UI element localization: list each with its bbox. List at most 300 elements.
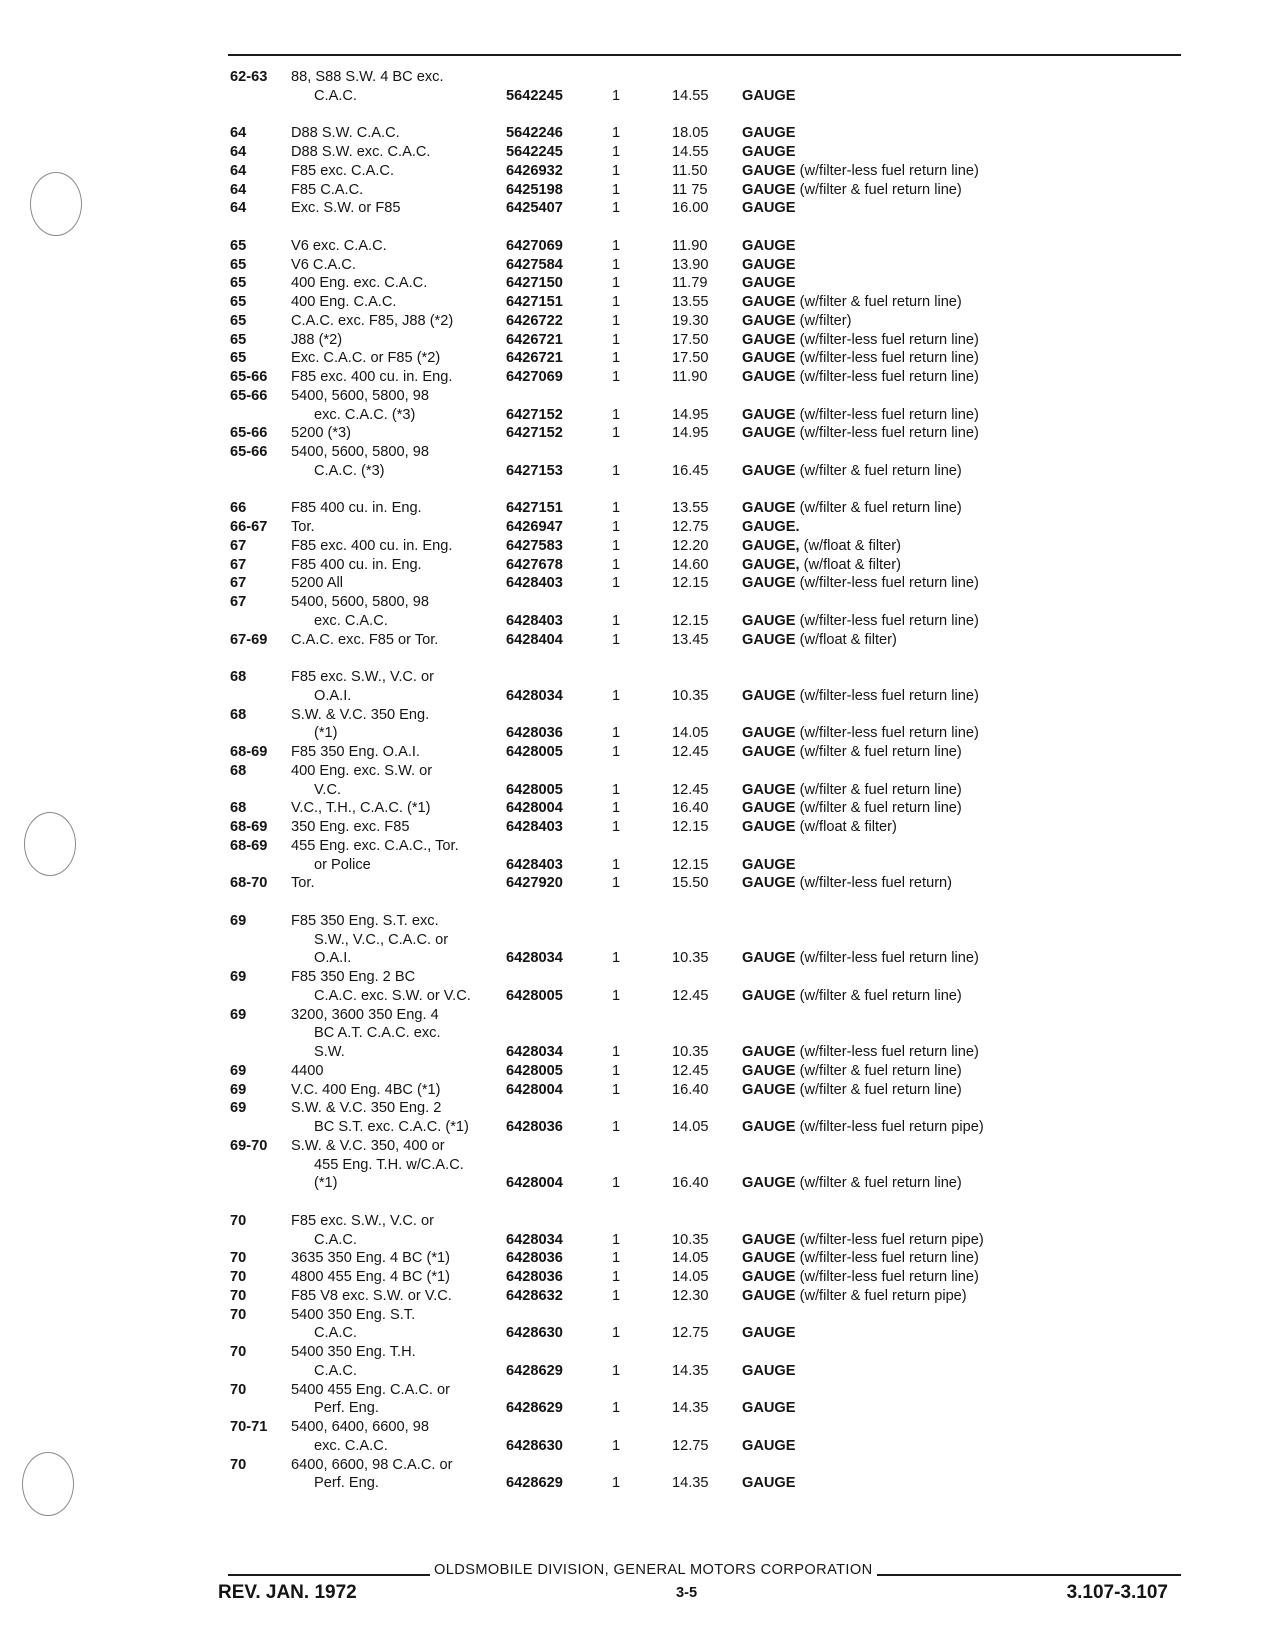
quantity: 1 — [612, 294, 621, 310]
model-year: 66-67 — [230, 519, 268, 535]
quantity: 1 — [612, 1475, 621, 1492]
quantity: 1 — [612, 87, 621, 104]
part-number: 6428005 — [506, 1062, 563, 1079]
item-name: GAUGE — [742, 800, 796, 817]
list-price: 12.45 — [672, 744, 709, 760]
part-number: 6428034 — [506, 950, 563, 967]
part-number: 6427069 — [506, 369, 563, 385]
list-price: 14.55 — [672, 144, 709, 160]
item-note: (w/filter & fuel return line) — [799, 1062, 962, 1079]
part-number: 5642246 — [506, 125, 563, 142]
list-price: 17.50 — [672, 331, 709, 348]
item-name: GAUGE — [742, 725, 796, 742]
quantity: 1 — [612, 181, 621, 198]
item-name-cell — [742, 143, 1180, 162]
item-note: (w/filter & fuel return line) — [799, 500, 962, 517]
table-row — [0, 537, 1272, 556]
table-row — [0, 87, 1272, 106]
application-description: 350 Eng. exc. F85 — [291, 819, 410, 835]
item-name-cell — [742, 1174, 1180, 1193]
model-year: 69 — [230, 1081, 247, 1098]
quantity: 1 — [612, 1437, 621, 1454]
list-price: 12.75 — [672, 1325, 709, 1342]
application-description: C.A.C. exc. S.W. or V.C. — [314, 987, 471, 1004]
application-description: F85 V8 exc. S.W. or V.C. — [291, 1287, 452, 1304]
item-note: (w/filter & fuel return line) — [799, 1175, 962, 1192]
quantity: 1 — [612, 612, 621, 629]
list-price: 12.75 — [672, 1437, 709, 1454]
table-row — [0, 518, 1272, 537]
application-description: S.W. — [314, 1044, 345, 1060]
item-note: (w/filter-less fuel return line) — [799, 687, 979, 704]
model-year: 64 — [230, 200, 247, 217]
table-row — [0, 668, 1272, 687]
part-number: 6428403 — [506, 819, 563, 835]
model-year: 70 — [230, 1250, 247, 1267]
model-year: 69 — [230, 1100, 247, 1117]
quantity: 1 — [612, 1119, 621, 1135]
model-year: 69 — [230, 1006, 247, 1023]
item-note: (w/filter-less fuel return line) — [799, 350, 979, 367]
row-gap — [0, 649, 1272, 668]
application-description: F85 C.A.C. — [291, 181, 364, 198]
application-description: V.C., T.H., C.A.C. (*1) — [291, 800, 431, 817]
item-name: GAUGE — [742, 331, 796, 348]
list-price: 14.60 — [672, 556, 709, 573]
table-row — [0, 1006, 1272, 1025]
table-row — [0, 1418, 1272, 1437]
quantity: 1 — [612, 1062, 621, 1079]
item-name: GAUGE — [742, 500, 796, 517]
application-description: 400 Eng. C.A.C. — [291, 294, 397, 310]
application-description: 5400, 5600, 5800, 98 — [291, 387, 429, 404]
item-name-cell — [742, 949, 1180, 968]
quantity: 1 — [612, 462, 621, 479]
table-row — [0, 237, 1272, 256]
item-name-cell — [742, 1118, 1180, 1137]
item-name-cell — [742, 1287, 1180, 1306]
model-year: 70 — [230, 1306, 247, 1323]
application-description: S.W. & V.C. 350, 400 or — [291, 1137, 445, 1154]
item-name-cell — [742, 874, 1180, 893]
table-row — [0, 556, 1272, 575]
application-description: F85 exc. S.W., V.C. or — [291, 1212, 435, 1229]
item-note: (w/filter & fuel return line) — [799, 462, 962, 479]
item-name-cell — [742, 818, 1180, 837]
list-price: 14.95 — [672, 406, 709, 423]
item-name-cell — [742, 1324, 1180, 1343]
part-number: 6427153 — [506, 462, 563, 479]
list-price: 12.45 — [672, 987, 709, 1004]
list-price: 16.40 — [672, 800, 709, 817]
part-number: 6428036 — [506, 725, 563, 742]
table-row — [0, 1324, 1272, 1343]
part-number: 6428629 — [506, 1400, 563, 1417]
item-name: GAUGE — [742, 1119, 796, 1135]
item-name: GAUGE — [742, 1062, 796, 1079]
application-description: F85 350 Eng. O.A.I. — [291, 744, 420, 760]
quantity: 1 — [612, 1362, 621, 1379]
list-price: 19.30 — [672, 312, 709, 329]
table-row — [0, 631, 1272, 650]
table-row — [0, 1287, 1272, 1306]
application-description: C.A.C. — [314, 1362, 357, 1379]
item-note: (w/filter-less fuel return line) — [799, 406, 979, 423]
part-number: 6428034 — [506, 1231, 563, 1248]
application-description: 455 Eng. exc. C.A.C., Tor. — [291, 837, 459, 854]
table-row — [0, 1399, 1272, 1418]
application-description: Perf. Eng. — [314, 1400, 379, 1417]
row-gap — [0, 893, 1272, 912]
table-row — [0, 143, 1272, 162]
part-number: 6428004 — [506, 1081, 563, 1098]
model-year: 66 — [230, 500, 247, 517]
item-note: (w/filter) — [799, 312, 852, 329]
model-year: 68-69 — [230, 837, 268, 854]
part-number: 6428034 — [506, 1044, 563, 1060]
application-description: C.A.C. — [314, 1231, 357, 1248]
item-name-cell — [742, 312, 1180, 331]
part-number: 6428005 — [506, 744, 563, 760]
item-name: GAUGE — [742, 575, 796, 592]
item-name: GAUGE — [742, 875, 796, 892]
item-note: (w/filter-less fuel return pipe) — [799, 1119, 984, 1135]
parts-table — [0, 68, 1272, 1493]
application-description: D88 S.W. C.A.C. — [291, 125, 400, 142]
quantity: 1 — [612, 800, 621, 817]
application-description: 3635 350 Eng. 4 BC (*1) — [291, 1250, 451, 1267]
item-name: GAUGE — [742, 425, 796, 442]
item-name: GAUGE — [742, 1269, 796, 1285]
item-name: GAUGE — [742, 275, 796, 292]
top-rule — [228, 54, 1181, 56]
application-description: V6 C.A.C. — [291, 256, 356, 273]
quantity: 1 — [612, 856, 621, 873]
list-price: 14.35 — [672, 1400, 709, 1417]
quantity: 1 — [612, 1400, 621, 1417]
application-description: exc. C.A.C. — [314, 612, 388, 629]
application-description: 5400, 5600, 5800, 98 — [291, 444, 429, 460]
row-gap — [0, 106, 1272, 125]
part-number: 6426721 — [506, 350, 563, 367]
model-year: 65 — [230, 237, 247, 254]
model-year: 70-71 — [230, 1419, 268, 1435]
model-year: 70 — [230, 1269, 247, 1285]
application-description: F85 350 Eng. 2 BC — [291, 969, 416, 985]
item-note: (w/filter-less fuel return line) — [799, 725, 979, 742]
table-row — [0, 1174, 1272, 1193]
list-price: 12.75 — [672, 519, 709, 535]
application-description: Tor. — [291, 875, 315, 892]
application-description: (*1) — [314, 725, 338, 742]
item-name-cell — [742, 1043, 1180, 1062]
table-row — [0, 762, 1272, 781]
quantity: 1 — [612, 1269, 621, 1285]
quantity: 1 — [612, 1175, 621, 1192]
part-number: 6428004 — [506, 800, 563, 817]
item-note: (w/filter-less fuel return line) — [799, 331, 979, 348]
part-number: 6428036 — [506, 1119, 563, 1135]
item-name-cell — [742, 256, 1180, 275]
list-price: 14.05 — [672, 1250, 709, 1267]
model-year: 67-69 — [230, 631, 268, 648]
row-gap — [0, 218, 1272, 237]
list-price: 16.00 — [672, 200, 709, 217]
item-name: GAUGE — [742, 125, 796, 142]
model-year: 70 — [230, 1344, 247, 1360]
application-description: S.W. & V.C. 350 Eng. — [291, 706, 430, 723]
model-year: 65 — [230, 294, 247, 310]
table-row — [0, 331, 1272, 350]
application-description: BC S.T. exc. C.A.C. (*1) — [314, 1119, 469, 1135]
item-name: GAUGE — [742, 406, 796, 423]
item-name-cell — [742, 1474, 1180, 1493]
part-number: 6428630 — [506, 1437, 563, 1454]
item-name-cell — [742, 293, 1180, 312]
item-name: GAUGE. — [742, 519, 800, 535]
quantity: 1 — [612, 987, 621, 1004]
quantity: 1 — [612, 144, 621, 160]
table-row — [0, 1343, 1272, 1362]
table-row — [0, 199, 1272, 218]
table-row — [0, 368, 1272, 387]
application-description: F85 exc. C.A.C. — [291, 162, 394, 179]
item-name-cell — [742, 368, 1180, 387]
model-year: 70 — [230, 1212, 247, 1229]
item-name: GAUGE — [742, 1287, 796, 1304]
part-number: 6427583 — [506, 537, 563, 554]
item-name-cell — [742, 1081, 1180, 1100]
part-number: 6427152 — [506, 425, 563, 442]
model-year: 67 — [230, 556, 247, 573]
table-row — [0, 799, 1272, 818]
item-name-cell — [742, 724, 1180, 743]
item-name-cell — [742, 124, 1180, 143]
item-note: (w/filter-less fuel return line) — [799, 950, 979, 967]
application-description: C.A.C. — [314, 1325, 357, 1342]
part-number: 6428403 — [506, 575, 563, 592]
part-number: 6427150 — [506, 275, 563, 292]
quantity: 1 — [612, 1231, 621, 1248]
row-gap — [0, 1193, 1272, 1212]
application-description: 5400 350 Eng. S.T. — [291, 1306, 416, 1323]
application-description: 5200 All — [291, 575, 343, 592]
part-number: 6427151 — [506, 500, 563, 517]
list-price: 11.79 — [672, 275, 708, 292]
application-description: F85 400 cu. in. Eng. — [291, 500, 422, 517]
table-row — [0, 912, 1272, 931]
model-year: 69 — [230, 969, 247, 985]
application-description: O.A.I. — [314, 950, 352, 967]
item-name: GAUGE — [742, 200, 796, 217]
list-price: 11.90 — [672, 237, 708, 254]
item-name: GAUGE — [742, 87, 796, 104]
item-name: GAUGE — [742, 144, 796, 160]
list-price: 12.15 — [672, 856, 709, 873]
table-row — [0, 443, 1272, 462]
part-number: 6426947 — [506, 519, 563, 535]
application-description: C.A.C. — [314, 87, 357, 104]
quantity: 1 — [612, 256, 621, 273]
application-description: BC A.T. C.A.C. exc. — [314, 1025, 441, 1042]
table-row — [0, 274, 1272, 293]
application-description: 88, S88 S.W. 4 BC exc. — [291, 69, 444, 85]
table-row — [0, 462, 1272, 481]
table-row — [0, 124, 1272, 143]
item-name-cell — [742, 274, 1180, 293]
item-note: (w/filter & fuel return line) — [799, 744, 962, 760]
item-name: GAUGE — [742, 819, 796, 835]
quantity: 1 — [612, 1081, 621, 1098]
item-name-cell — [742, 518, 1180, 537]
item-note: (w/filter & fuel return line) — [799, 987, 962, 1004]
table-row — [0, 387, 1272, 406]
application-description: exc. C.A.C. — [314, 1437, 388, 1454]
quantity: 1 — [612, 237, 621, 254]
part-number: 6427069 — [506, 237, 563, 254]
table-row — [0, 612, 1272, 631]
item-name-cell — [742, 1399, 1180, 1418]
item-name: GAUGE — [742, 856, 796, 873]
part-number: 6426721 — [506, 331, 563, 348]
quantity: 1 — [612, 556, 621, 573]
item-name: GAUGE — [742, 256, 796, 273]
application-description: 5400, 6400, 6600, 98 — [291, 1419, 429, 1435]
part-number: 6428629 — [506, 1362, 563, 1379]
item-name-cell — [742, 574, 1180, 593]
quantity: 1 — [612, 725, 621, 742]
quantity: 1 — [612, 1287, 621, 1304]
table-row — [0, 349, 1272, 368]
item-name: GAUGE — [742, 1325, 796, 1342]
part-number: 6427151 — [506, 294, 563, 310]
table-row — [0, 1212, 1272, 1231]
quantity: 1 — [612, 275, 621, 292]
item-name-cell — [742, 1231, 1180, 1250]
quantity: 1 — [612, 575, 621, 592]
application-description: D88 S.W. exc. C.A.C. — [291, 144, 431, 160]
item-name: GAUGE, — [742, 556, 800, 573]
table-row — [0, 68, 1272, 87]
item-note: (w/float & filter) — [799, 631, 897, 648]
application-description: J88 (*2) — [291, 331, 343, 348]
item-name: GAUGE — [742, 781, 796, 798]
item-note: (w/filter & fuel return line) — [799, 181, 962, 198]
item-note: (w/filter & fuel return line) — [799, 800, 962, 817]
item-name-cell — [742, 406, 1180, 425]
quantity: 1 — [612, 200, 621, 217]
item-note: (w/filter-less fuel return) — [799, 875, 953, 892]
list-price: 14.55 — [672, 87, 709, 104]
quantity: 1 — [612, 312, 621, 329]
model-year: 67 — [230, 594, 247, 610]
application-description: 5400 455 Eng. C.A.C. or — [291, 1381, 451, 1398]
part-number: 6428034 — [506, 687, 563, 704]
application-description: 400 Eng. exc. C.A.C. — [291, 275, 428, 292]
revision-date: REV. JAN. 1972 — [218, 1582, 357, 1603]
item-name: GAUGE — [742, 294, 796, 310]
item-name-cell — [742, 1268, 1180, 1287]
application-description: C.A.C. (*3) — [314, 462, 385, 479]
list-price: 12.30 — [672, 1287, 709, 1304]
table-row — [0, 1249, 1272, 1268]
item-name-cell — [742, 987, 1180, 1006]
table-row — [0, 1024, 1272, 1043]
model-year: 67 — [230, 575, 247, 592]
model-year: 64 — [230, 125, 247, 142]
part-number: 6428630 — [506, 1325, 563, 1342]
application-description: F85 exc. 400 cu. in. Eng. — [291, 537, 453, 554]
application-description: F85 exc. S.W., V.C. or — [291, 669, 435, 685]
application-description: 3200, 3600 350 Eng. 4 — [291, 1006, 439, 1023]
item-name: GAUGE — [742, 1175, 796, 1192]
item-name: GAUGE — [742, 1362, 796, 1379]
item-name: GAUGE — [742, 162, 796, 179]
application-description: 5400 350 Eng. T.H. — [291, 1344, 416, 1360]
model-year: 70 — [230, 1287, 247, 1304]
application-description: C.A.C. exc. F85, J88 (*2) — [291, 312, 454, 329]
table-row — [0, 293, 1272, 312]
table-row — [0, 874, 1272, 893]
item-note: (w/filter-less fuel return line) — [799, 612, 979, 629]
part-number: 6428404 — [506, 631, 563, 648]
item-name-cell — [742, 537, 1180, 556]
quantity: 1 — [612, 162, 621, 179]
item-name: GAUGE — [742, 350, 796, 367]
quantity: 1 — [612, 1044, 621, 1060]
item-name: GAUGE — [742, 1231, 796, 1248]
part-number: 6428005 — [506, 987, 563, 1004]
quantity: 1 — [612, 819, 621, 835]
application-description: or Police — [314, 856, 371, 873]
list-price: 13.45 — [672, 631, 709, 648]
table-row — [0, 1156, 1272, 1175]
part-number: 5642245 — [506, 87, 563, 104]
table-row — [0, 1268, 1272, 1287]
table-row — [0, 1474, 1272, 1493]
model-year: 68-69 — [230, 819, 268, 835]
table-row — [0, 1306, 1272, 1325]
model-year: 65-66 — [230, 369, 268, 385]
part-number: 6428629 — [506, 1475, 563, 1492]
application-description: F85 exc. 400 cu. in. Eng. — [291, 369, 453, 385]
quantity: 1 — [612, 1325, 621, 1342]
part-number: 6428004 — [506, 1175, 563, 1192]
quantity: 1 — [612, 425, 621, 442]
item-note: (w/float & filter) — [803, 556, 901, 573]
item-name-cell — [742, 781, 1180, 800]
model-year: 67 — [230, 537, 247, 554]
item-name: GAUGE — [742, 181, 796, 198]
list-price: 16.40 — [672, 1175, 709, 1192]
list-price: 15.50 — [672, 875, 709, 892]
list-price: 10.35 — [672, 1044, 709, 1060]
list-price: 16.45 — [672, 462, 709, 479]
item-note: (w/filter-less fuel return line) — [799, 1250, 979, 1267]
table-row — [0, 312, 1272, 331]
item-note: (w/filter-less fuel return line) — [799, 162, 979, 179]
list-price: 11.50 — [672, 162, 708, 179]
list-price: 14.05 — [672, 1269, 709, 1285]
model-year: 62-63 — [230, 69, 268, 85]
part-number: 6426722 — [506, 312, 563, 329]
model-year: 68-70 — [230, 875, 268, 892]
list-price: 14.35 — [672, 1362, 709, 1379]
model-year: 68-69 — [230, 744, 268, 760]
company-name: OLDSMOBILE DIVISION, GENERAL MOTORS CORPORATION — [430, 1562, 877, 1578]
table-row — [0, 593, 1272, 612]
item-name-cell — [742, 181, 1180, 200]
